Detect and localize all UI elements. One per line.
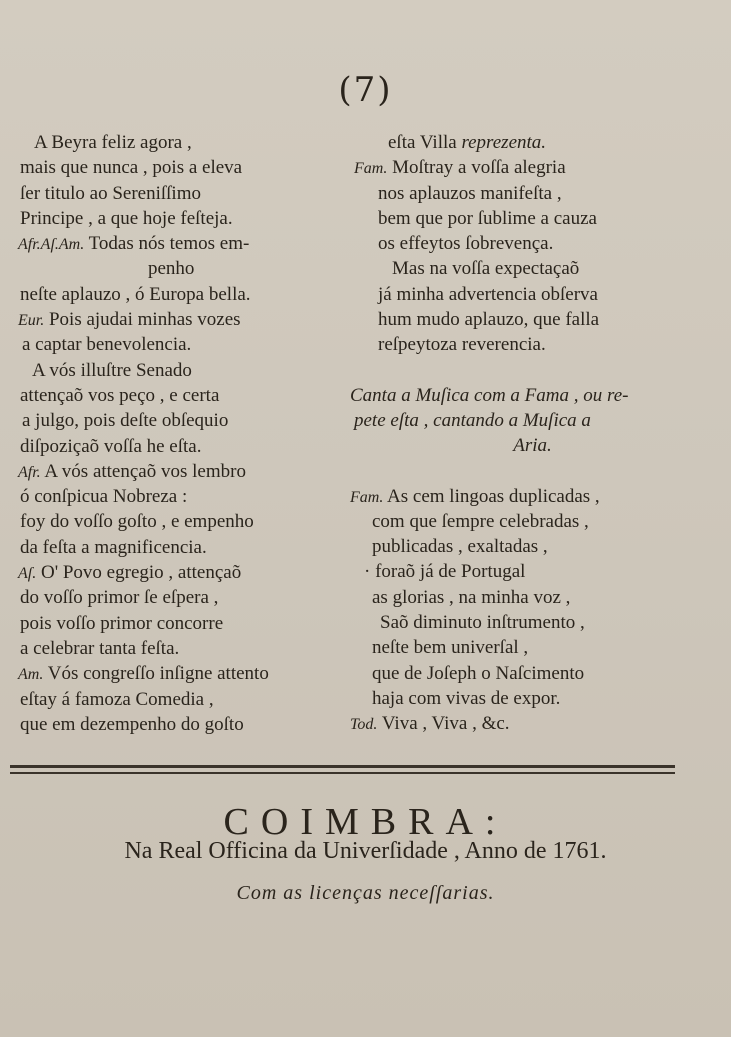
verse-text: já minha advertencia obſerva <box>378 283 598 305</box>
verse-line <box>18 181 348 206</box>
verse-text: que em dezempenho do goſto <box>20 713 244 735</box>
verse-line <box>350 307 715 332</box>
verse-text: A Beyra feliz agora , <box>34 132 192 153</box>
verse-text: a captar benevolencia. <box>22 334 192 356</box>
verse-line <box>18 206 348 231</box>
verse-line <box>18 383 348 408</box>
aria-verse <box>350 484 715 737</box>
verse-text: penho <box>148 258 195 280</box>
double-rule <box>10 765 675 778</box>
rule-line <box>10 765 675 768</box>
verse-text: mais que nunca , pois a eleva <box>20 157 243 179</box>
verse-line <box>18 256 348 281</box>
verse-text: da feſta a magnificencia. <box>20 536 207 558</box>
verse-text: As cem lingoas duplicadas , <box>383 485 600 507</box>
stage-direction-line: Aria. <box>513 435 552 457</box>
verse-line <box>18 130 348 155</box>
verse-line <box>18 155 348 180</box>
verse-line <box>350 206 715 231</box>
verse-line <box>350 585 715 610</box>
imprint-licence: Com as licenças neceſſarias. <box>236 882 495 904</box>
verse-line <box>18 231 348 256</box>
verse-line <box>18 661 348 686</box>
speaker-label: Aſ. <box>18 565 37 583</box>
verse-text: neſte aplauzo , ó Europa bella. <box>20 283 251 305</box>
rule-line <box>10 772 675 774</box>
verse-text: Saõ diminuto inſtrumento , <box>380 612 585 634</box>
verse-line <box>18 535 348 560</box>
verse-line <box>350 282 715 307</box>
verse-text: ſer titulo ao Sereniſſimo <box>20 182 201 204</box>
speaker-label: Afr. <box>18 463 41 481</box>
spacer <box>350 358 715 383</box>
verse-line <box>350 181 715 206</box>
verse-text: Viva , Viva , &c. <box>377 713 510 735</box>
verse-text: Pois ajudai minhas vozes <box>44 309 241 331</box>
left-column <box>18 130 348 737</box>
page-number: (7) <box>338 70 393 110</box>
speaker-label: Afr.Aſ.Am. <box>18 236 85 254</box>
verse-text: a julgo, pois deſte obſequio <box>22 410 229 432</box>
verse-text: neſte bem univerſal , <box>372 637 529 659</box>
verse-text: publicadas , exaltadas , <box>372 536 548 558</box>
verse-line <box>18 459 348 484</box>
verse-line <box>350 155 715 180</box>
verse-text: pois voſſo primor concorre <box>20 612 224 634</box>
verse-text: reſpeytoza reverencia. <box>378 334 546 356</box>
speaker-label: Tod. <box>350 716 378 734</box>
verse-line <box>350 635 715 660</box>
stage-direction-line: Canta a Muſica com a Fama , ou re- <box>350 384 629 406</box>
verse-text: A vós attençaõ vos lembro <box>40 460 246 482</box>
verse-line <box>18 307 348 332</box>
verse-line <box>350 610 715 635</box>
verse-text: as glorias , na minha voz , <box>372 586 571 608</box>
verse-line <box>18 282 348 307</box>
verse-text: Todas nós temos em- <box>84 233 250 255</box>
speaker-label: Eur. <box>18 312 45 330</box>
verse-line <box>350 559 715 584</box>
verse-text: bem que por ſublime a cauza <box>378 207 597 229</box>
verse-text: nos aplauzos manifeſta , <box>378 182 562 204</box>
verse-text: que de Joſeph o Naſcimento <box>372 662 585 684</box>
verse-italic: reprezenta. <box>461 132 547 153</box>
stage-direction-line: pete eſta , cantando a Muſica a <box>354 409 591 431</box>
verse-line <box>350 332 715 357</box>
imprint-city: COIMBRA: <box>223 801 508 843</box>
verse-line <box>18 434 348 459</box>
verse-line <box>350 256 715 281</box>
verse-line <box>350 534 715 559</box>
verse-text: O' Povo egregio , attençaõ <box>36 562 242 584</box>
verse-line <box>350 686 715 711</box>
verse-text: os effeytos ſobrevença. <box>378 233 554 255</box>
imprint-press: Na Real Officina da Univerſidade , Anno de 1761. <box>124 838 607 864</box>
verse-line <box>18 509 348 534</box>
verse-line <box>350 484 715 509</box>
verse-line <box>350 661 715 686</box>
verse-text: ó conſpicua Nobreza : <box>20 486 188 508</box>
verse-line <box>18 358 348 383</box>
verse-line <box>18 636 348 661</box>
verse-text: haja com vivas de expor. <box>372 687 561 709</box>
verse-text: Principe , a que hoje feſteja. <box>20 207 233 229</box>
verse-text: com que ſempre celebradas , <box>372 510 589 532</box>
verse-text: diſpoziçaõ voſſa he eſta. <box>20 435 202 457</box>
speaker-label: Fam. <box>354 160 388 178</box>
speaker-label: Fam. <box>350 488 384 506</box>
verse-text: foy do voſſo goſto , e empenho <box>20 511 254 533</box>
speaker-label: Am. <box>18 666 44 684</box>
verse-text: eſta Villa <box>388 132 462 153</box>
verse-text: · foraõ já de Portugal <box>364 561 526 583</box>
verse-line <box>350 711 715 736</box>
verse-text: attençaõ vos peço , e certa <box>20 384 220 406</box>
verse-line <box>350 231 715 256</box>
verse-text: Vós congreſſo inſigne attento <box>43 663 269 685</box>
verse-text: hum mudo aplauzo, que falla <box>378 309 600 331</box>
verse-line <box>18 332 348 357</box>
verse-text: Mas na voſſa expectaçaõ <box>392 258 580 280</box>
verse-line <box>18 585 348 610</box>
verse-line <box>18 408 348 433</box>
verse-line <box>350 130 715 155</box>
verse-text: eſtay á famoza Comedia , <box>20 688 214 710</box>
verse-text: A vós illuſtre Senado <box>32 359 192 381</box>
stage-direction <box>350 383 715 459</box>
verse-text: do voſſo primor ſe eſpera , <box>20 587 219 609</box>
verse-line <box>18 484 348 509</box>
verse-line <box>350 509 715 534</box>
verse-line <box>18 687 348 712</box>
verse-line <box>18 712 348 737</box>
right-column <box>350 130 715 737</box>
verse-line <box>18 560 348 585</box>
verse-text: Moſtray a voſſa alegria <box>387 157 566 179</box>
verse-text: a celebrar tanta feſta. <box>20 637 180 659</box>
verse-line <box>18 611 348 636</box>
right-verse <box>350 130 715 358</box>
spacer <box>350 459 715 484</box>
